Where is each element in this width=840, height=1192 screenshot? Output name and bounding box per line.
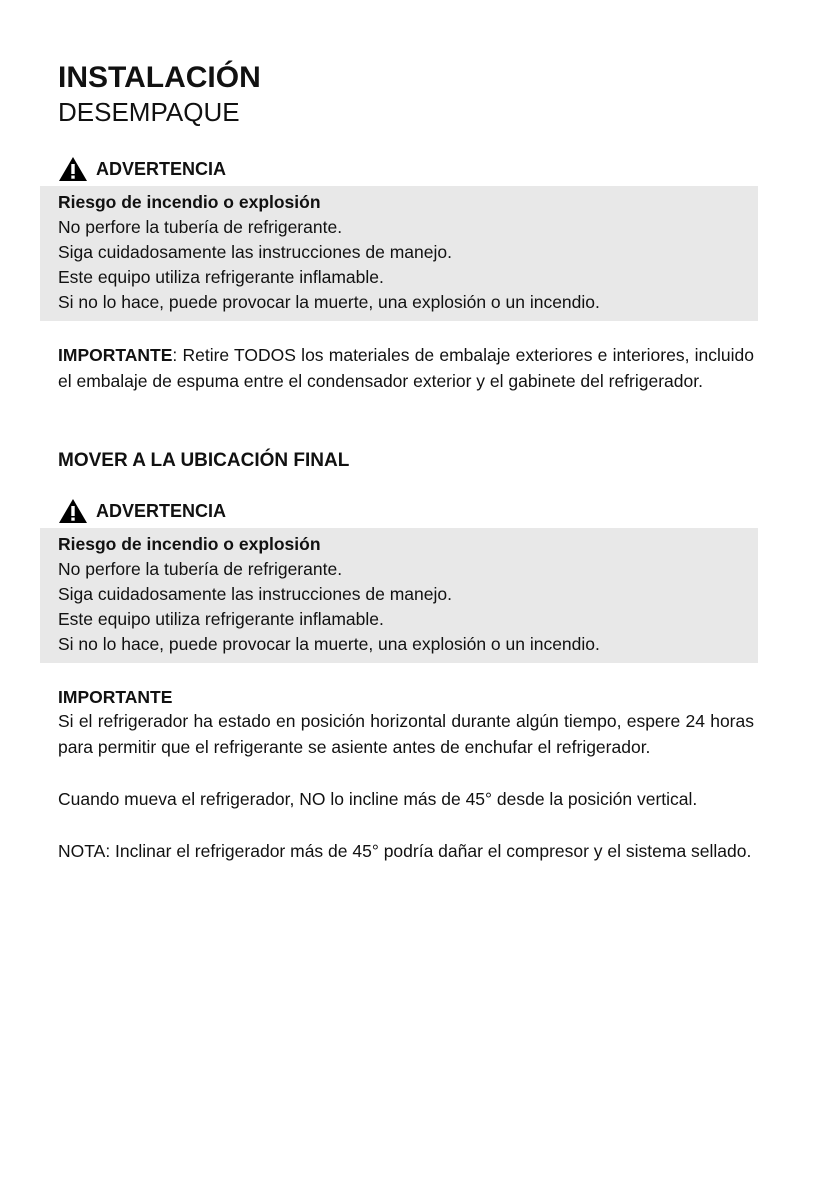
- important2-paragraph-3: NOTA: Inclinar el refrigerador más de 45° podría dañar el compresor y el sistema sellado.: [58, 841, 752, 861]
- section-heading-move: MOVER A LA UBICACIÓN FINAL: [58, 450, 350, 471]
- warning-risk-2: Riesgo de incendio o explosión: [58, 534, 321, 554]
- warning2-line-4: Si no lo hace, puede provocar la muerte, una explosión o un incendio.: [58, 634, 600, 654]
- warning1-line-3: Este equipo utiliza refrigerante inflamable.: [58, 267, 384, 287]
- warning-header-2: [58, 498, 226, 524]
- important2-paragraph-2: Cuando mueva el refrigerador, NO lo incline más de 45° desde la posición vertical.: [58, 789, 698, 809]
- warning2-line-1: No perfore la tubería de refrigerante.: [58, 559, 343, 579]
- warning1-line-1: No perfore la tubería de refrigerante.: [58, 217, 343, 237]
- important-paragraph-1: [58, 342, 754, 394]
- warning-triangle-icon: [58, 156, 88, 182]
- warning-box-2: [40, 528, 758, 663]
- warning-header-1: [58, 156, 226, 182]
- warning2-line-2: Siga cuidadosamente las instrucciones de manejo.: [58, 584, 452, 604]
- important-label-1: IMPORTANTE: [58, 345, 173, 365]
- section-subtitle: DESEMPAQUE: [58, 97, 240, 127]
- page-title: INSTALACIÓN: [58, 61, 261, 94]
- warning-label-1: ADVERTENCIA: [96, 158, 227, 179]
- warning-label-2: ADVERTENCIA: [96, 500, 227, 521]
- warning2-line-3: Este equipo utiliza refrigerante inflamable.: [58, 609, 384, 629]
- important-label-2: IMPORTANTE: [58, 687, 173, 707]
- warning-triangle-icon: [58, 498, 88, 524]
- important2-paragraph-1: Si el refrigerador ha estado en posición horizontal durante algún tiempo, espere 24 horas para permitir que el refrigerante se asiente antes de enchufar el refrigerador.: [58, 711, 754, 757]
- warning-risk-1: Riesgo de incendio o explosión: [58, 192, 321, 212]
- warning1-line-2: Siga cuidadosamente las instrucciones de manejo.: [58, 242, 452, 262]
- warning-box-1: [40, 186, 758, 321]
- important-text-1: : Retire TODOS los materiales de embalaje exteriores e interiores, incluido el embalaje de espuma entre el condensador exterior y el gabinete del refrigerador.: [58, 345, 754, 391]
- warning1-line-4: Si no lo hace, puede provocar la muerte, una explosión o un incendio.: [58, 292, 600, 312]
